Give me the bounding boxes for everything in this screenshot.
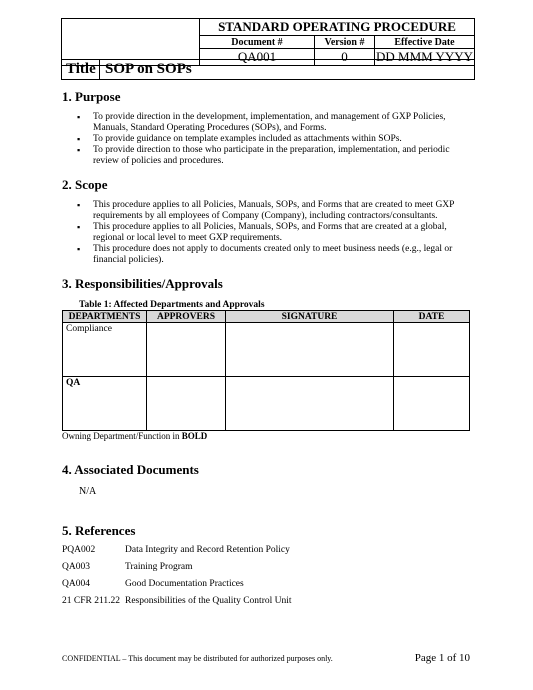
confidential-notice: CONFIDENTIAL – This document may be distributed for authorized purposes only. [62, 654, 333, 663]
table-row [63, 323, 470, 377]
reference-item [62, 579, 244, 589]
reference-item [62, 596, 292, 606]
table-caption: Table 1: Affected Departments and Approvals [79, 300, 265, 310]
note-prefix: Owning Department/Function in [62, 431, 182, 441]
title-value: SOP on SOPs [100, 60, 475, 80]
scope-bullet-list [62, 200, 467, 266]
page-number: Page 1 of 10 [414, 652, 470, 664]
reference-code: PQA002 [62, 545, 96, 555]
reference-item [62, 545, 290, 555]
list-item: ▪ This procedure applies to all Policies, Manuals, SOPs, and Forms that are created at a global, regional or local level to meet GXP requirements. [62, 222, 467, 244]
reference-code: 21 CFR 211.22 [62, 596, 120, 606]
header-col-effective-date: Effective Date [375, 36, 475, 49]
reference-code: QA004 [62, 579, 90, 589]
approvers-cell [147, 323, 226, 377]
section-references-heading: 5. References [62, 523, 136, 538]
column-header-date: DATE [394, 311, 470, 323]
reference-title: Training Program [125, 562, 193, 572]
section-associated-heading: 4. Associated Documents [62, 462, 199, 477]
header-version-number: 0 [315, 49, 375, 66]
reference-code: QA003 [62, 562, 90, 572]
column-header-departments: DEPARTMENTS [63, 311, 147, 323]
list-item: ▪ This procedure does not apply to documents created only to meet business needs (e.g., legal or financial policies). [62, 244, 467, 266]
reference-item [62, 562, 192, 572]
reference-title: Data Integrity and Record Retention Policy [125, 545, 290, 555]
list-item: ▪ To provide direction to those who participate in the preparation, implementation, and periodic review of policies and procedures. [62, 145, 467, 167]
column-header-approvers: APPROVERS [147, 311, 226, 323]
header-col-version: Version # [315, 36, 375, 49]
department-cell: Compliance [63, 323, 147, 377]
department-cell: QA [63, 377, 147, 431]
approvals-table [62, 310, 470, 431]
owning-department-note [62, 431, 207, 441]
associated-documents-text: N/A [79, 486, 97, 497]
header-doc-type: STANDARD OPERATING PROCEDURE [200, 19, 475, 36]
column-header-signature: SIGNATURE [226, 311, 394, 323]
document-title-table [61, 59, 475, 80]
list-item: ▪ To provide direction in the development, implementation, and management of GXP Policies, Manuals, Standard Operating Procedures (SOPs), and Forms. [62, 112, 467, 134]
section-purpose-heading: 1. Purpose [62, 89, 121, 104]
reference-title: Responsibilities of the Quality Control Unit [125, 596, 292, 606]
header-col-document: Document # [200, 36, 315, 49]
list-item: ▪ This procedure applies to all Policies, Manuals, SOPs, and Forms that are created to meet GXP requirements by all employees of Company (Company), including contractors/consultants. [62, 200, 467, 222]
title-label: Title [62, 60, 100, 80]
list-item: ▪ To provide guidance on template examples included as attachments within SOPs. [62, 134, 467, 145]
table-row [63, 377, 470, 431]
approvers-cell [147, 377, 226, 431]
signature-cell [226, 377, 394, 431]
page-footer [62, 654, 470, 663]
header-effective-date: DD MMM YYYY [375, 49, 474, 64]
header-document-number: QA001 [200, 49, 315, 66]
section-responsibilities-heading: 3. Responsibilities/Approvals [62, 276, 223, 291]
section-scope-heading: 2. Scope [62, 177, 108, 192]
date-cell [394, 377, 470, 431]
purpose-bullet-list [62, 112, 467, 167]
date-cell [394, 323, 470, 377]
signature-cell [226, 323, 394, 377]
note-bold: BOLD [181, 431, 208, 441]
reference-title: Good Documentation Practices [125, 579, 244, 589]
